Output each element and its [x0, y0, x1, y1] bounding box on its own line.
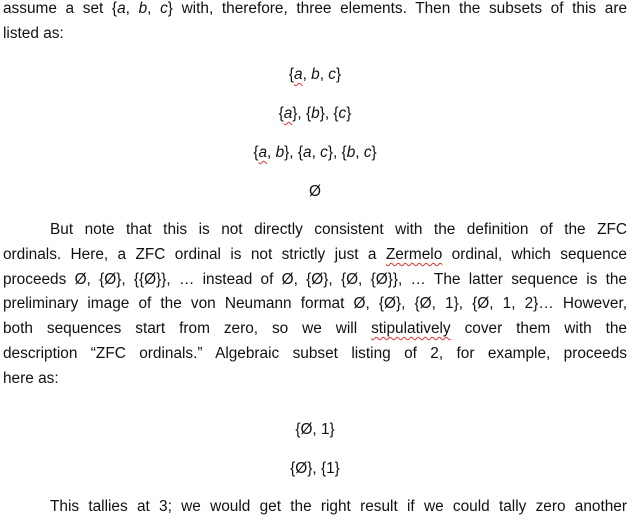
- set-list-line: {a, b}, {a, c}, {b, c}: [253, 144, 377, 161]
- paragraph-line: preliminary image of the von Neumann format Ø, {Ø}, {Ø, 1}, {Ø, 1, 2}… However,: [3, 295, 627, 313]
- set-list-line: {a, b, c}: [288, 66, 342, 83]
- set-list-line: {Ø}, {1}: [290, 460, 340, 477]
- set-list-line: {Ø, 1}: [295, 421, 335, 438]
- paragraph-line: both sequences start from zero, so we will stipulatively cover them with the: [3, 320, 627, 338]
- set-list-line: {a}, {b}, {c}: [278, 105, 352, 122]
- paragraph-tally: [3, 495, 627, 520]
- paragraph-line: ordinals. Here, a ZFC ordinal is not strictly just a Zermelo ordinal, which sequence: [3, 245, 627, 263]
- paragraph-line: here as:: [3, 369, 59, 387]
- paragraph-line: proceeds Ø, {Ø}, {{Ø}}, … instead of Ø, {Ø}, {Ø, {Ø}}, … The latter sequence is the: [3, 270, 627, 288]
- paragraph-line: This tallies at 3; we would get the right result if we could tally zero another: [50, 498, 627, 515]
- paragraph-line: listed as:: [3, 24, 64, 42]
- paragraph-line: assume a set {a, b, c} with, therefore, three elements. Then the subsets of this are: [3, 0, 628, 17]
- empty-set-line: Ø: [309, 183, 321, 200]
- paragraph-line: description “ZFC ordinals.” Algebraic subset listing of 2, for example, proceeds: [3, 344, 627, 362]
- paragraph-line: But note that this is not directly consistent with the definition of the ZFC: [50, 221, 627, 238]
- paragraph-intro: [3, 0, 627, 47]
- paragraph-zfc-ordinals: [3, 218, 627, 392]
